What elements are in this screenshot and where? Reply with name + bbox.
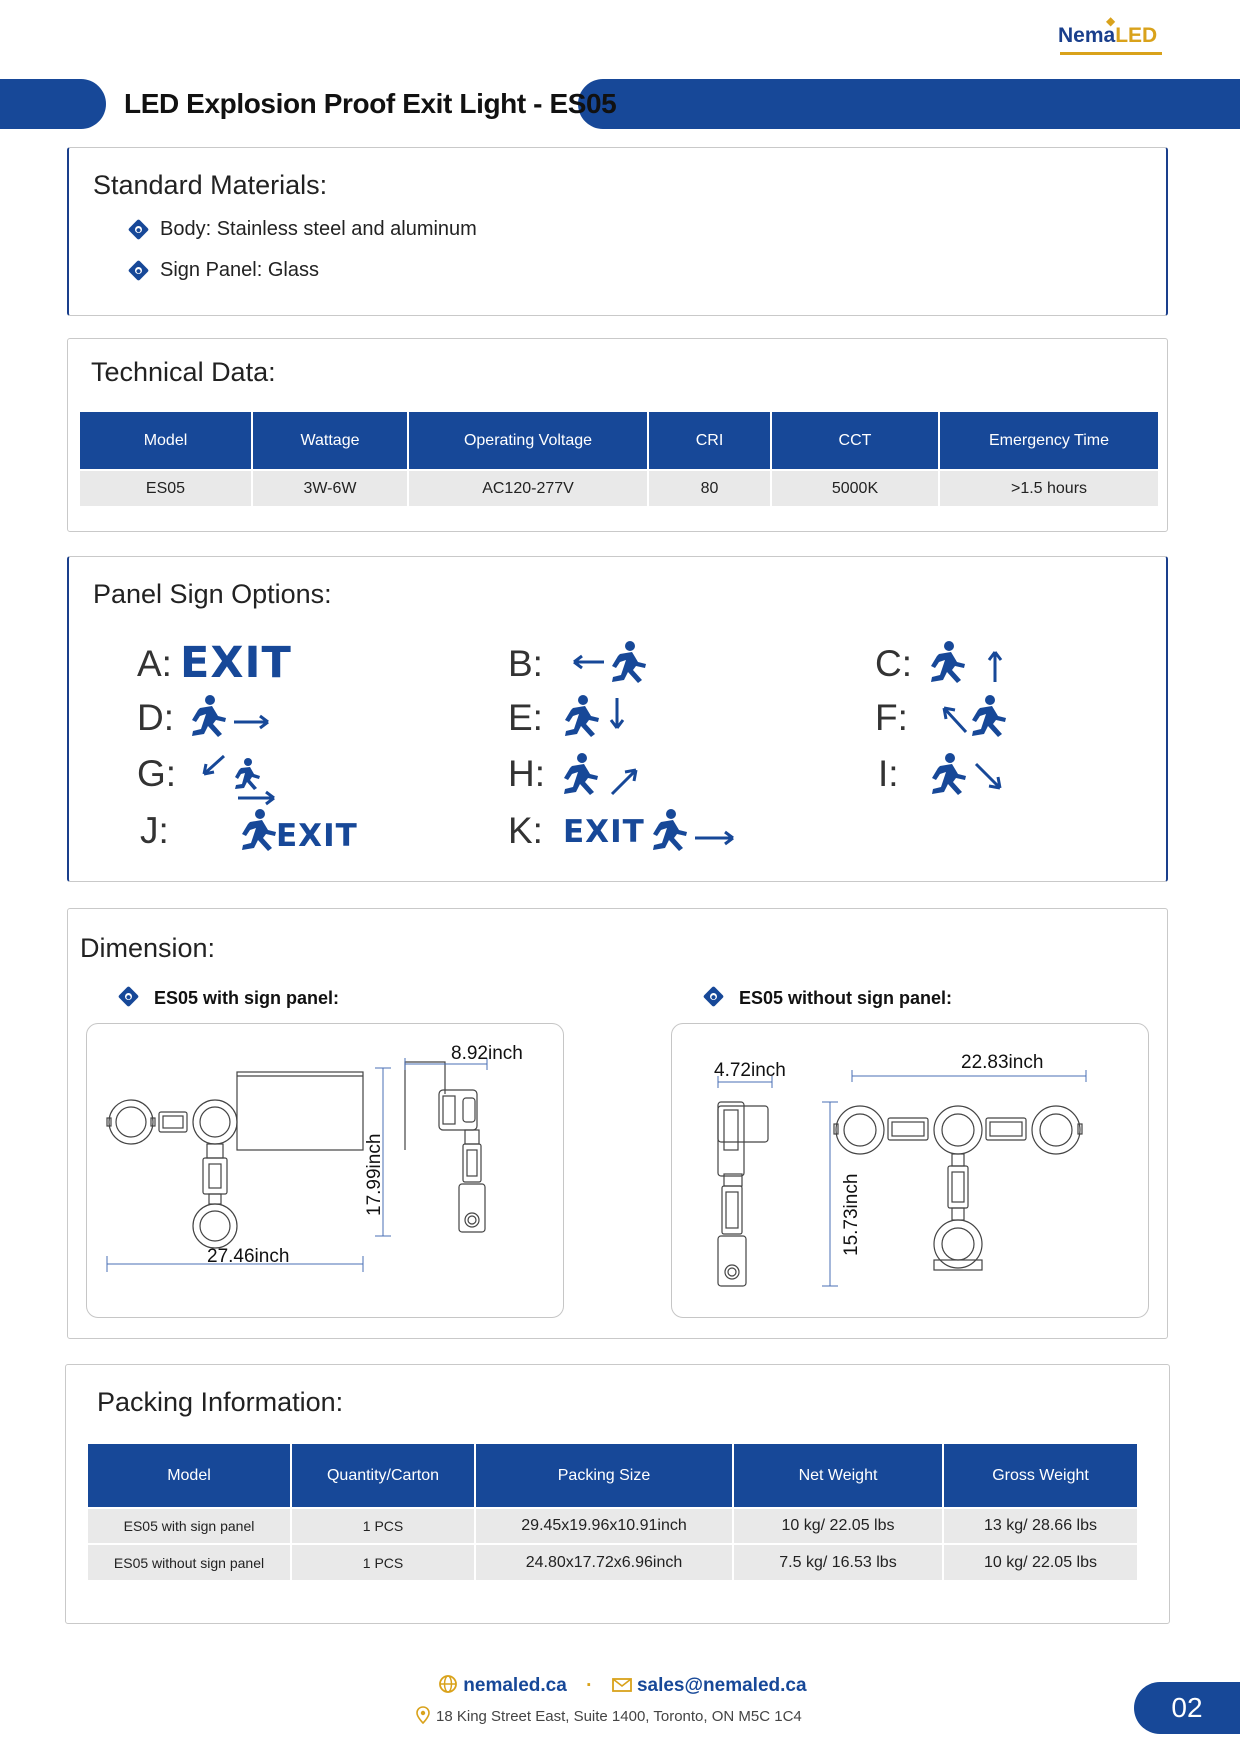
without-panel-label: ES05 without sign panel:	[739, 988, 953, 1008]
table-header: Quantity/Carton	[291, 1444, 475, 1508]
option-letter-h: H:	[508, 753, 545, 794]
table-cell: ES05	[80, 470, 252, 506]
location-pin-icon	[416, 1706, 430, 1724]
option-e-sign	[561, 692, 631, 745]
running-man-arrow-down-right-icon	[926, 750, 1006, 798]
table-row	[80, 470, 1158, 506]
option-d-sign	[188, 692, 272, 745]
email-link[interactable]: sales@nemaled.ca	[636, 1675, 807, 1696]
table-cell: ES05 without sign panel	[88, 1544, 291, 1580]
title-band-left	[0, 79, 106, 129]
option-letter-b: B:	[508, 643, 543, 684]
running-man-arrow-right-icon	[188, 692, 272, 740]
option-letter-a: A:	[137, 643, 172, 684]
table-cell: 13 kg/ 28.66 lbs	[943, 1508, 1137, 1544]
page-title: LED Explosion Proof Exit Light - ES05	[124, 88, 617, 119]
running-man-arrow-up-right-icon	[560, 750, 642, 798]
table-header: Emergency Time	[939, 412, 1158, 470]
table-cell: 7.5 kg/ 16.53 lbs	[733, 1544, 943, 1580]
without-panel-technical-drawing	[672, 1024, 1150, 1319]
technical-table	[80, 412, 1158, 506]
footer-separator: ·	[586, 1675, 593, 1696]
table-header: CCT	[771, 412, 939, 470]
table-header: CRI	[648, 412, 771, 470]
table-cell: >1.5 hours	[939, 470, 1158, 506]
with-panel-label: ES05 with sign panel:	[154, 988, 340, 1008]
drawing-without-panel	[671, 1023, 1149, 1318]
technical-title: Technical Data:	[91, 357, 276, 387]
table-header: Model	[80, 412, 252, 470]
without-panel-height-label: 15.73inch	[841, 1173, 862, 1256]
exit-word: EXIT	[276, 818, 358, 854]
without-panel-depth-label: 4.72inch	[714, 1060, 786, 1081]
running-man-arrow-left-icon	[572, 638, 652, 686]
table-cell: AC120-277V	[408, 470, 648, 506]
table-header: Wattage	[252, 412, 408, 470]
option-letter-j: J:	[140, 810, 169, 851]
logo-text: NemaLED	[1058, 24, 1158, 47]
option-letter-f: F:	[875, 697, 908, 738]
option-letter-i: I:	[878, 753, 899, 794]
option-i-sign	[926, 750, 1006, 803]
packing-title: Packing Information:	[97, 1387, 344, 1417]
table-cell: 24.80x17.72x6.96inch	[475, 1544, 733, 1580]
packing-table	[88, 1444, 1137, 1580]
option-letter-d: D:	[137, 697, 174, 738]
option-g-sign	[198, 752, 280, 813]
table-cell: 5000K	[771, 470, 939, 506]
footer-address	[416, 1706, 802, 1725]
materials-title: Standard Materials:	[93, 170, 328, 200]
exit-word: EXIT	[563, 814, 645, 850]
without-panel-width-label: 22.83inch	[961, 1052, 1044, 1073]
table-cell: 1 PCS	[291, 1508, 475, 1544]
option-letter-e: E:	[508, 697, 543, 738]
option-c-sign	[925, 638, 1015, 691]
materials-card	[67, 147, 1168, 316]
with-panel-technical-drawing	[87, 1024, 565, 1319]
option-b-sign	[572, 638, 652, 691]
table-cell: ES05 with sign panel	[88, 1508, 291, 1544]
running-man-icon	[238, 808, 276, 852]
table-row	[88, 1508, 1137, 1544]
option-k-sign	[563, 808, 737, 852]
option-a-sign	[180, 638, 292, 688]
logo-spark-icon: ◆	[1106, 14, 1116, 28]
option-letter-c: C:	[875, 643, 912, 684]
table-cell: 29.45x19.96x10.91inch	[475, 1508, 733, 1544]
table-cell: 10 kg/ 22.05 lbs	[733, 1508, 943, 1544]
mail-icon	[612, 1677, 632, 1693]
arrow-up-left-running-man-icon	[938, 692, 1018, 740]
dimension-title: Dimension:	[80, 933, 216, 963]
with-panel-height-label: 17.99inch	[364, 1133, 385, 1216]
bullet-icon	[128, 260, 149, 281]
table-cell: 3W-6W	[252, 470, 408, 506]
panel-options-title: Panel Sign Options:	[93, 579, 332, 609]
table-header: Gross Weight	[943, 1444, 1137, 1508]
title-band-right	[578, 79, 1240, 129]
with-panel-depth-label: 8.92inch	[451, 1043, 523, 1064]
table-row	[88, 1544, 1137, 1580]
website-link[interactable]: nemaled.ca	[463, 1675, 567, 1696]
globe-icon	[438, 1674, 458, 1694]
running-man-arrow-up-icon	[925, 638, 1015, 686]
option-letter-g: G:	[137, 753, 177, 794]
option-letter-k: K:	[508, 810, 543, 851]
address-text: 18 King Street East, Suite 1400, Toronto, ON M5C 1C4	[436, 1708, 802, 1725]
logo-underline	[1060, 52, 1162, 55]
drawing-with-panel	[86, 1023, 564, 1318]
brand-logo	[1058, 14, 1168, 56]
running-man-arrow-right-icon	[649, 808, 737, 852]
footer-contact	[438, 1674, 807, 1697]
arrow-down-left-running-man-icon	[198, 752, 280, 808]
table-header: Operating Voltage	[408, 412, 648, 470]
bullet-icon	[128, 219, 149, 240]
page-number: 02	[1134, 1682, 1240, 1734]
exit-word: EXIT	[180, 638, 292, 688]
table-header: Net Weight	[733, 1444, 943, 1508]
option-j-sign	[238, 808, 358, 854]
table-header: Packing Size	[475, 1444, 733, 1508]
table-header: Model	[88, 1444, 291, 1508]
material-item: Sign Panel: Glass	[160, 259, 319, 281]
table-cell: 80	[648, 470, 771, 506]
option-f-sign	[938, 692, 1018, 745]
with-panel-width-label: 27.46inch	[207, 1246, 290, 1267]
table-cell: 1 PCS	[291, 1544, 475, 1580]
table-cell: 10 kg/ 22.05 lbs	[943, 1544, 1137, 1580]
option-h-sign	[560, 750, 642, 803]
running-man-arrow-down-icon	[561, 692, 631, 740]
material-item: Body: Stainless steel and aluminum	[160, 218, 477, 240]
